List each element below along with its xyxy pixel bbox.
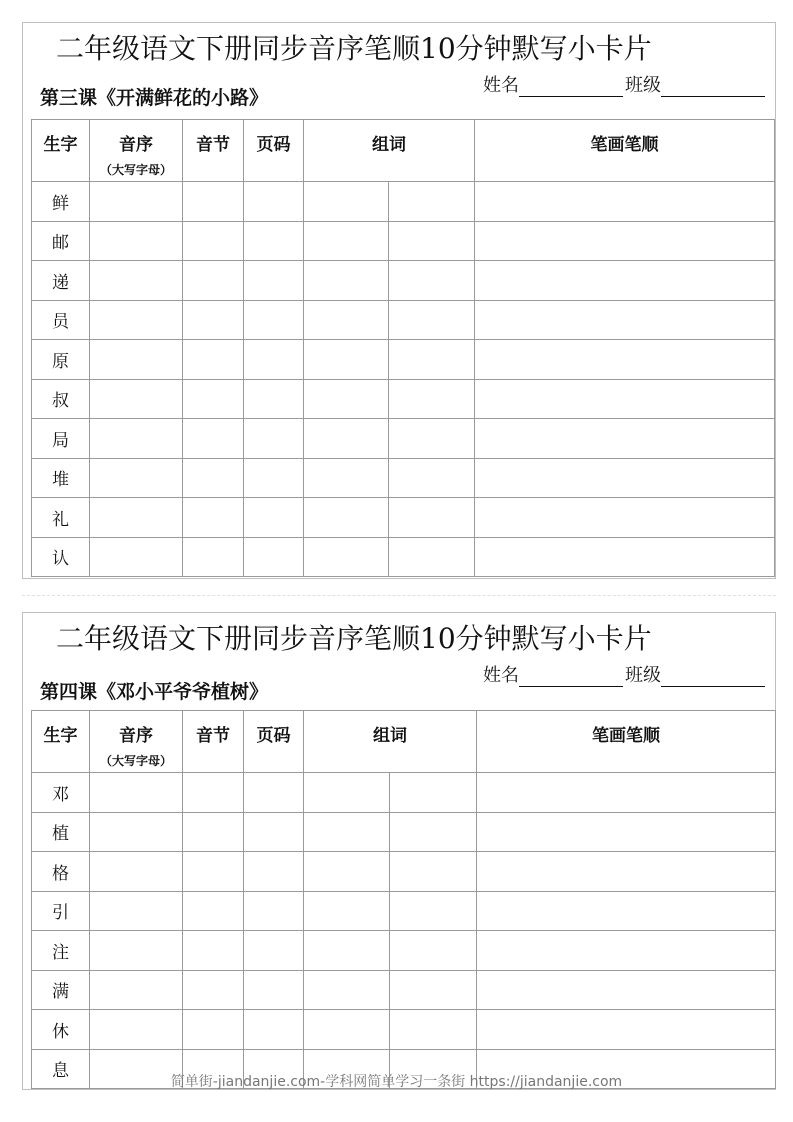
syllable-cell[interactable] <box>183 891 244 931</box>
table-body <box>32 773 776 1089</box>
char-cell: 堆 <box>32 458 90 498</box>
index-cell[interactable] <box>90 891 183 931</box>
word-cell-1[interactable] <box>304 812 390 852</box>
syllable-cell[interactable] <box>183 498 244 538</box>
word-cell-2[interactable] <box>390 931 477 971</box>
word-cell-1[interactable] <box>304 773 390 813</box>
card-title: 二年级语文下册同步音序笔顺10分钟默写小卡片 <box>56 32 652 65</box>
strokes-cell[interactable] <box>477 852 776 892</box>
word-cell-2[interactable] <box>390 891 477 931</box>
word-cell-2[interactable] <box>389 182 475 222</box>
strokes-cell[interactable] <box>475 221 775 261</box>
page-cell[interactable] <box>244 340 304 380</box>
strokes-cell[interactable] <box>475 261 775 301</box>
word-cell-1[interactable] <box>304 891 390 931</box>
word-cell-2[interactable] <box>389 498 475 538</box>
strokes-cell[interactable] <box>475 537 775 577</box>
worksheet-card-2 <box>22 612 776 1090</box>
dictation-table <box>31 710 776 1089</box>
strokes-cell[interactable] <box>477 970 776 1010</box>
strokes-cell[interactable] <box>475 419 775 459</box>
char-cell: 格 <box>32 852 90 892</box>
footer-watermark: 简单街-jiandanjie.com-学科网简单学习一条街 https://jiandanjie.com <box>170 1074 623 1090</box>
header-syllable: 音节 <box>183 711 244 773</box>
char-cell: 认 <box>32 537 90 577</box>
header-row <box>32 711 776 773</box>
table-row <box>32 498 775 538</box>
index-cell[interactable] <box>90 812 183 852</box>
table-row <box>32 221 775 261</box>
card-title: 二年级语文下册同步音序笔顺10分钟默写小卡片 <box>56 622 652 655</box>
word-cell-1[interactable] <box>304 340 389 380</box>
index-cell[interactable] <box>90 182 183 222</box>
lesson-title: 第四课《邓小平爷爷植树》 <box>40 681 269 703</box>
char-cell: 注 <box>32 931 90 971</box>
header-index <box>90 120 183 182</box>
header-index-sub: （大写字母） <box>99 163 172 177</box>
index-cell[interactable] <box>90 931 183 971</box>
page-cell[interactable] <box>244 498 304 538</box>
char-cell: 鲜 <box>32 182 90 222</box>
header-strokes: 笔画笔顺 <box>475 120 775 182</box>
strokes-cell[interactable] <box>475 182 775 222</box>
word-cell-1[interactable] <box>304 852 390 892</box>
header-index <box>90 711 183 773</box>
char-cell: 植 <box>32 812 90 852</box>
word-cell-1[interactable] <box>304 419 389 459</box>
strokes-cell[interactable] <box>475 498 775 538</box>
table-row <box>32 379 775 419</box>
syllable-cell[interactable] <box>183 1010 244 1050</box>
word-cell-1[interactable] <box>304 970 390 1010</box>
header-char: 生字 <box>32 711 90 773</box>
syllable-cell[interactable] <box>183 419 244 459</box>
syllable-cell[interactable] <box>183 931 244 971</box>
name-label: 姓名 <box>483 75 519 96</box>
page-cell[interactable] <box>244 379 304 419</box>
word-cell-2[interactable] <box>389 379 475 419</box>
header-syllable: 音节 <box>183 120 244 182</box>
char-cell: 休 <box>32 1010 90 1050</box>
header-words: 组词 <box>304 120 475 182</box>
strokes-cell[interactable] <box>477 812 776 852</box>
syllable-cell[interactable] <box>183 773 244 813</box>
table-row <box>32 537 775 577</box>
word-cell-2[interactable] <box>390 812 477 852</box>
word-cell-1[interactable] <box>304 300 389 340</box>
word-cell-1[interactable] <box>304 1010 390 1050</box>
word-cell-2[interactable] <box>390 773 477 813</box>
syllable-cell[interactable] <box>183 852 244 892</box>
index-cell[interactable] <box>90 419 183 459</box>
table-row <box>32 458 775 498</box>
syllable-cell[interactable] <box>183 221 244 261</box>
table-row <box>32 891 776 931</box>
word-cell-2[interactable] <box>389 537 475 577</box>
strokes-cell[interactable] <box>475 458 775 498</box>
char-cell: 叔 <box>32 379 90 419</box>
class-blank[interactable] <box>661 668 765 687</box>
char-cell: 局 <box>32 419 90 459</box>
name-class-field <box>483 661 765 687</box>
word-cell-1[interactable] <box>304 261 389 301</box>
char-cell: 递 <box>32 261 90 301</box>
index-cell[interactable] <box>90 970 183 1010</box>
header-index-sub: （大写字母） <box>99 754 172 768</box>
name-label: 姓名 <box>483 665 519 686</box>
syllable-cell[interactable] <box>183 970 244 1010</box>
lesson-title: 第三课《开满鲜花的小路》 <box>40 87 269 109</box>
strokes-cell[interactable] <box>475 379 775 419</box>
word-cell-2[interactable] <box>390 970 477 1010</box>
table-body <box>32 182 775 577</box>
index-cell[interactable] <box>90 221 183 261</box>
name-class-field <box>483 71 765 97</box>
index-cell[interactable] <box>90 261 183 301</box>
index-cell[interactable] <box>90 458 183 498</box>
word-cell-1[interactable] <box>304 221 389 261</box>
strokes-cell[interactable] <box>477 891 776 931</box>
table-row <box>32 261 775 301</box>
header-index-label: 音序 <box>119 726 153 746</box>
header-strokes: 笔画笔顺 <box>477 711 776 773</box>
index-cell[interactable] <box>90 773 183 813</box>
page-cell[interactable] <box>244 458 304 498</box>
page-cell[interactable] <box>244 852 304 892</box>
char-cell: 邓 <box>32 773 90 813</box>
page-cell[interactable] <box>244 970 304 1010</box>
page-cell[interactable] <box>244 300 304 340</box>
syllable-cell[interactable] <box>183 182 244 222</box>
word-cell-1[interactable] <box>304 182 389 222</box>
word-cell-1[interactable] <box>304 537 389 577</box>
table-row <box>32 300 775 340</box>
table-row <box>32 970 776 1010</box>
page-cell[interactable] <box>244 261 304 301</box>
syllable-cell[interactable] <box>183 458 244 498</box>
header-row <box>32 120 775 182</box>
char-cell: 满 <box>32 970 90 1010</box>
index-cell[interactable] <box>90 498 183 538</box>
syllable-cell[interactable] <box>183 300 244 340</box>
word-cell-2[interactable] <box>389 340 475 380</box>
header-index-label: 音序 <box>119 135 153 155</box>
table-row <box>32 852 776 892</box>
word-cell-2[interactable] <box>389 221 475 261</box>
syllable-cell[interactable] <box>183 261 244 301</box>
word-cell-2[interactable] <box>389 261 475 301</box>
header-page: 页码 <box>244 120 304 182</box>
char-cell: 原 <box>32 340 90 380</box>
syllable-cell[interactable] <box>183 537 244 577</box>
word-cell-2[interactable] <box>390 852 477 892</box>
word-cell-2[interactable] <box>389 458 475 498</box>
worksheet-card-1 <box>22 22 776 579</box>
strokes-cell[interactable] <box>475 340 775 380</box>
index-cell[interactable] <box>90 340 183 380</box>
char-cell: 邮 <box>32 221 90 261</box>
strokes-cell[interactable] <box>477 1010 776 1050</box>
page-cell[interactable] <box>244 891 304 931</box>
class-label: 班级 <box>625 665 661 686</box>
index-cell[interactable] <box>90 300 183 340</box>
word-cell-1[interactable] <box>304 931 390 971</box>
page-cell[interactable] <box>244 537 304 577</box>
strokes-cell[interactable] <box>477 931 776 971</box>
char-cell: 息 <box>32 1049 90 1089</box>
header-page: 页码 <box>244 711 304 773</box>
table-row <box>32 419 775 459</box>
word-cell-2[interactable] <box>389 300 475 340</box>
page-cell[interactable] <box>244 182 304 222</box>
word-cell-1[interactable] <box>304 498 389 538</box>
char-cell: 引 <box>32 891 90 931</box>
table-row <box>32 812 776 852</box>
page-cell[interactable] <box>244 1010 304 1050</box>
table-row <box>32 340 775 380</box>
syllable-cell[interactable] <box>183 812 244 852</box>
class-blank[interactable] <box>661 78 765 97</box>
strokes-cell[interactable] <box>477 773 776 813</box>
syllable-cell[interactable] <box>183 379 244 419</box>
header-char: 生字 <box>32 120 90 182</box>
page-cell[interactable] <box>244 812 304 852</box>
strokes-cell[interactable] <box>475 300 775 340</box>
word-cell-1[interactable] <box>304 379 389 419</box>
class-label: 班级 <box>625 75 661 96</box>
header-words: 组词 <box>304 711 477 773</box>
char-cell: 员 <box>32 300 90 340</box>
page-cell[interactable] <box>244 773 304 813</box>
word-cell-1[interactable] <box>304 458 389 498</box>
name-blank[interactable] <box>519 668 623 687</box>
card-divider <box>22 595 776 596</box>
dictation-table <box>31 119 775 577</box>
table-row <box>32 182 775 222</box>
page-cell[interactable] <box>244 931 304 971</box>
table-row <box>32 1010 776 1050</box>
page-cell[interactable] <box>244 419 304 459</box>
name-blank[interactable] <box>519 78 623 97</box>
table-row <box>32 773 776 813</box>
index-cell[interactable] <box>90 852 183 892</box>
index-cell[interactable] <box>90 537 183 577</box>
index-cell[interactable] <box>90 1010 183 1050</box>
page-cell[interactable] <box>244 221 304 261</box>
table-row <box>32 931 776 971</box>
index-cell[interactable] <box>90 379 183 419</box>
syllable-cell[interactable] <box>183 340 244 380</box>
word-cell-2[interactable] <box>390 1010 477 1050</box>
word-cell-2[interactable] <box>389 419 475 459</box>
char-cell: 礼 <box>32 498 90 538</box>
